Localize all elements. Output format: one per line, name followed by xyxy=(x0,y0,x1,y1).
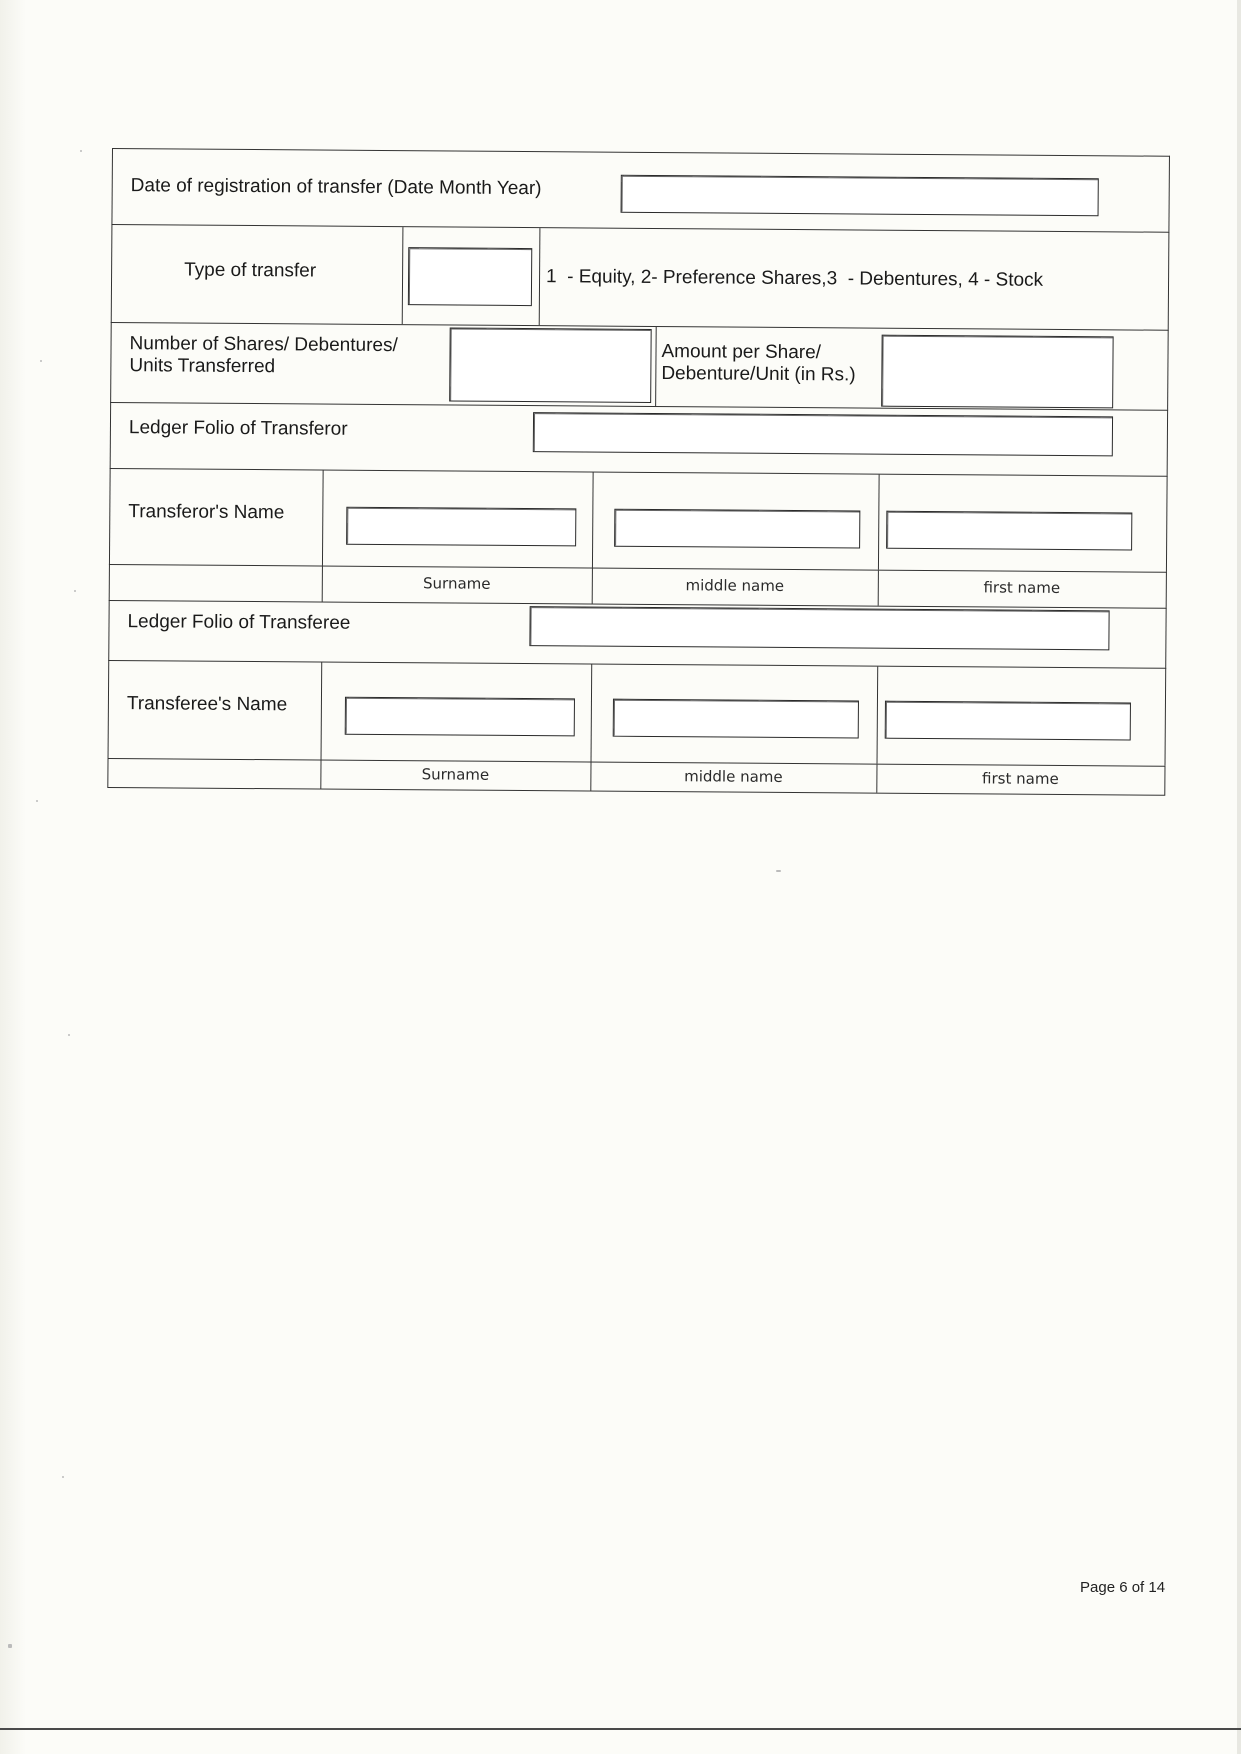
shares-label-line2: Units Transferred xyxy=(129,355,276,378)
shares-input[interactable] xyxy=(449,327,652,402)
transferor-surname-caption: Surname xyxy=(423,574,491,593)
transferor-folio-input[interactable] xyxy=(533,412,1113,456)
scan-edge-right xyxy=(1237,0,1241,1754)
transferor-divider-1 xyxy=(322,471,324,566)
transferee-first-input[interactable] xyxy=(885,701,1131,741)
scan-speck xyxy=(8,1644,12,1648)
type-divider-2 xyxy=(539,228,541,325)
amount-label-line2: Debenture/Unit (in Rs.) xyxy=(661,363,856,386)
scan-speck xyxy=(776,870,781,872)
amount-input[interactable] xyxy=(881,335,1114,409)
scan-speck xyxy=(74,590,76,592)
transferor-surname-input[interactable] xyxy=(346,507,576,547)
amount-label-line1: Amount per Share/ xyxy=(661,341,822,364)
page-number: Page 6 of 14 xyxy=(1080,1579,1166,1596)
transferee-divider-2 xyxy=(591,665,593,762)
transferee-surname-input[interactable] xyxy=(345,697,575,737)
share-transfer-form xyxy=(107,148,1170,796)
transferor-first-input[interactable] xyxy=(886,511,1132,551)
transferee-name-label: Transferee's Name xyxy=(126,693,288,716)
scan-edge-bottom xyxy=(0,1728,1241,1730)
transferee-folio-label: Ledger Folio of Transferee xyxy=(127,611,351,634)
date-input[interactable] xyxy=(621,175,1099,217)
shares-label-line1: Number of Shares/ Debentures/ xyxy=(129,333,398,357)
transferor-divider-3 xyxy=(878,475,880,570)
scan-speck xyxy=(40,360,42,362)
transferee-middle-caption: middle name xyxy=(684,767,783,786)
scan-speck xyxy=(68,1034,70,1036)
transferor-middle-input[interactable] xyxy=(614,509,860,549)
scan-speck xyxy=(62,1476,64,1478)
transferor-name-row xyxy=(109,468,1168,572)
transferor-first-caption: first name xyxy=(983,578,1061,597)
date-row xyxy=(111,148,1170,232)
transferee-caption-row xyxy=(107,758,1165,796)
type-divider-1 xyxy=(402,227,404,324)
shares-row xyxy=(110,322,1169,410)
transferor-middle-caption: middle name xyxy=(685,576,785,595)
shares-divider xyxy=(655,327,657,406)
scan-speck xyxy=(36,800,38,802)
transferee-folio-row xyxy=(108,600,1166,668)
transferee-divider-1 xyxy=(321,663,323,760)
scan-speck xyxy=(80,150,82,152)
type-label: Type of transfer xyxy=(184,259,317,282)
scan-edge-left xyxy=(0,0,26,1754)
transferor-name-label: Transferor's Name xyxy=(128,501,285,524)
type-legend: 1 - Equity, 2- Preference Shares,3 - Debentures, 4 - Stock xyxy=(545,266,1044,291)
transferor-folio-row xyxy=(110,402,1168,476)
transferee-divider-3 xyxy=(877,667,879,764)
transferor-divider-2 xyxy=(592,473,594,568)
date-label: Date of registration of transfer (Date Month Year) xyxy=(130,175,542,200)
transferor-folio-label: Ledger Folio of Transferor xyxy=(128,417,348,440)
transferee-middle-input[interactable] xyxy=(613,699,859,739)
transferee-surname-caption: Surname xyxy=(421,765,490,784)
transferee-name-row xyxy=(108,660,1167,766)
type-row xyxy=(111,224,1170,330)
transferee-first-caption: first name xyxy=(982,769,1059,788)
type-input[interactable] xyxy=(408,247,532,306)
transferee-folio-input[interactable] xyxy=(529,606,1109,650)
